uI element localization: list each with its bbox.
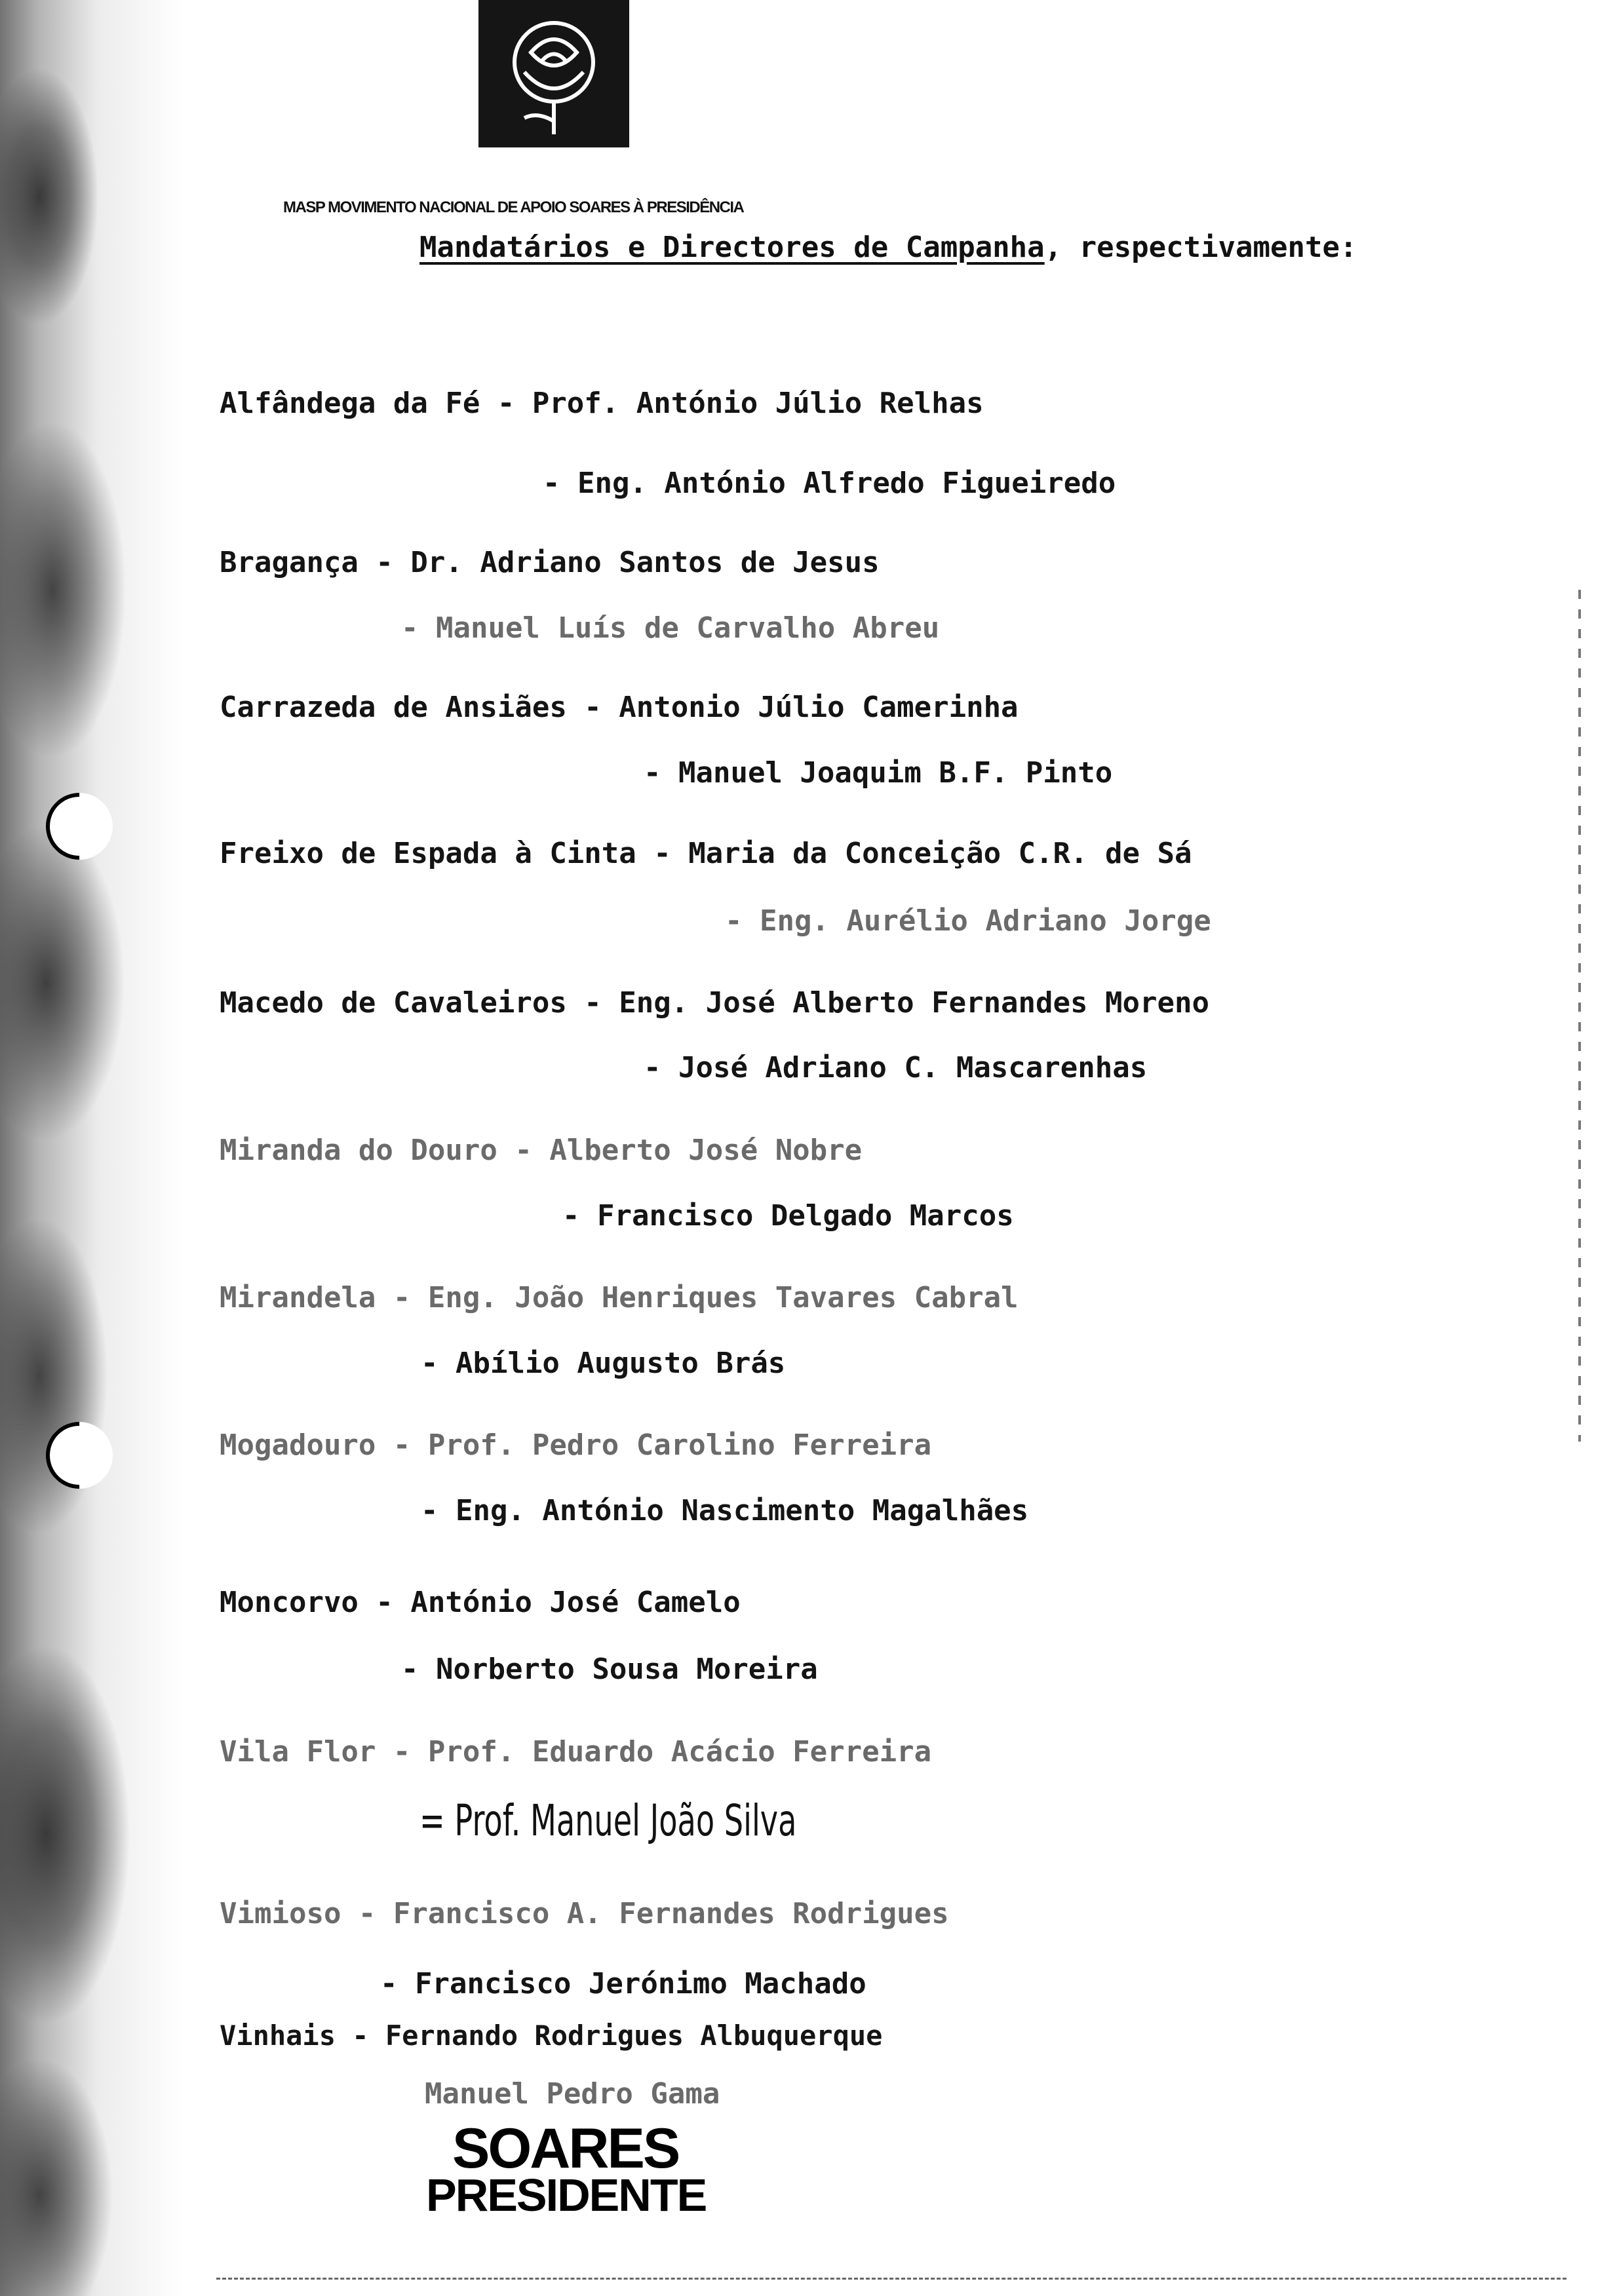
director-line: = Prof. Manuel João Silva <box>419 1795 797 1846</box>
director-line: - José Adriano C. Mascarenhas <box>644 1051 1148 1084</box>
stamp-line-2: PRESIDENTE <box>426 2170 707 2221</box>
soares-presidente-stamp <box>426 2116 708 2234</box>
page-heading <box>419 231 1357 264</box>
director-line: - Francisco Jerónimo Machado <box>380 1967 866 2000</box>
mandatario-line: Carrazeda de Ansiães - Antonio Júlio Camerinha <box>220 691 1019 724</box>
director-line: - Francisco Delgado Marcos <box>562 1199 1014 1233</box>
organization-line: MASP MOVIMENTO NACIONAL DE APOIO SOARES À PRESIDÊNCIA <box>283 199 744 216</box>
mandatario-line: Vinhais - Fernando Rodrigues Albuquerque <box>220 2019 883 2052</box>
mandatario-line: Vimioso - Francisco A. Fernandes Rodrigues <box>220 1897 949 1930</box>
rose-icon <box>478 0 629 147</box>
mandatario-line: Bragança - Dr. Adriano Santos de Jesus <box>220 546 880 579</box>
director-line: - Eng. Aurélio Adriano Jorge <box>725 904 1211 938</box>
mandatario-line: Vila Flor - Prof. Eduardo Acácio Ferreira <box>220 1735 932 1769</box>
scan-shadow-edge <box>0 0 197 2296</box>
mandatario-line: Mirandela - Eng. João Henriques Tavares Cabral <box>220 1281 1019 1314</box>
mandatario-line: Moncorvo - António José Camelo <box>220 1586 741 1619</box>
mandatario-line: Miranda do Douro - Alberto José Nobre <box>220 1134 863 1167</box>
director-line: - Eng. António Alfredo Figueiredo <box>543 467 1116 500</box>
rose-logo <box>478 0 629 147</box>
director-line: - Manuel Joaquim B.F. Pinto <box>644 756 1113 790</box>
director-line: - Manuel Luís de Carvalho Abreu <box>401 611 940 645</box>
mandatario-line: Alfândega da Fé - Prof. António Júlio Relhas <box>220 387 984 420</box>
heading-title: Mandatários e Directores de Campanha <box>419 231 1045 264</box>
scan-artifact <box>1578 590 1581 1442</box>
director-line: - Norberto Sousa Moreira <box>401 1653 818 1686</box>
director-line: - Eng. António Nascimento Magalhães <box>421 1494 1029 1527</box>
stamp-line-1: SOARES <box>452 2117 679 2180</box>
mandatario-line: Macedo de Cavaleiros - Eng. José Alberto Fernandes Moreno <box>220 986 1209 1020</box>
director-line: Manuel Pedro Gama <box>425 2077 720 2111</box>
mandatario-line: Mogadouro - Prof. Pedro Carolino Ferreira <box>220 1428 932 1462</box>
mandatario-line: Freixo de Espada à Cinta - Maria da Conceição C.R. de Sá <box>220 837 1192 870</box>
heading-suffix: , respectivamente: <box>1044 231 1357 264</box>
bottom-rule <box>216 2278 1566 2280</box>
director-line: - Abílio Augusto Brás <box>421 1347 786 1380</box>
